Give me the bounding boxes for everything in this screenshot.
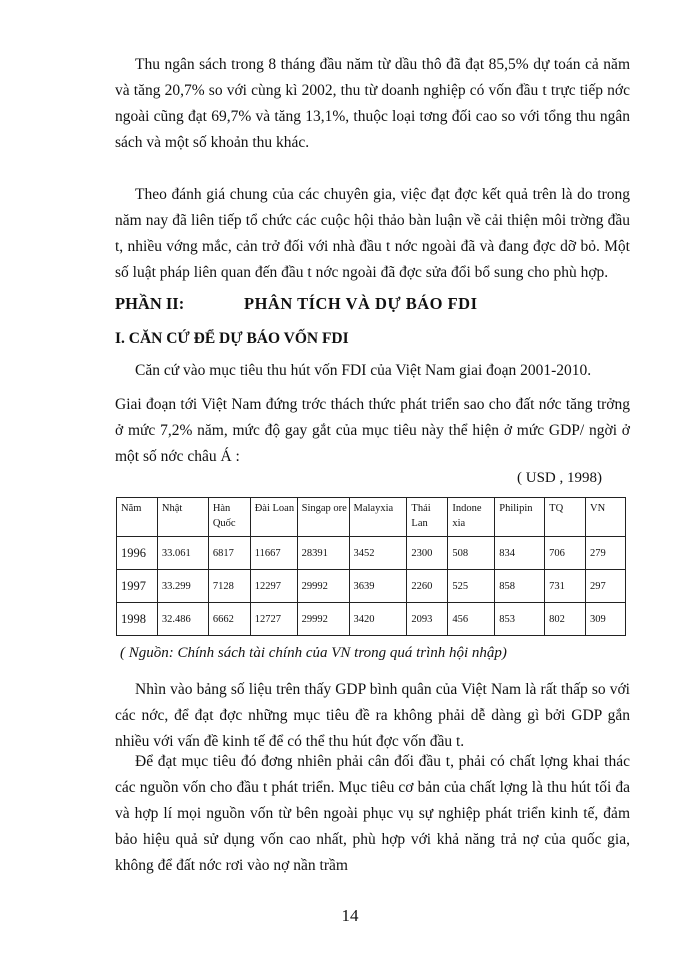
table-header-cell: Thái Lan	[407, 498, 448, 537]
paragraph-basis: Căn cứ vào mục tiêu thu hút vốn FDI của Việt Nam giai đoạn 2001-2010.	[135, 362, 592, 379]
table-cell: 508	[448, 537, 495, 570]
table-cell: 29992	[297, 603, 349, 636]
table-cell: 456	[448, 603, 495, 636]
table-header-cell: VN	[586, 498, 626, 537]
paragraph-expert-assessment: Theo đánh giá chung của các chuyên gia, việc đạt đợc kết quả trên là do trong năm nay đã liên tiếp tổ chức các cuộc hội thảo bàn luận về cải thiện môi trờng đầu t, nhiều vớng mắc, cản trở đối với nhà đầu t nớc ngoài đã và đang đợc dỡ bỏ. Một số luật pháp liên quan đến đầu t nớc ngoài đã đợc sửa đổi bổ sung cho phù hợp.	[115, 186, 630, 281]
table-cell: 706	[545, 537, 586, 570]
table-cell: 1998	[117, 603, 158, 636]
table-cell: 1996	[117, 537, 158, 570]
table-header-cell: Năm	[117, 498, 158, 537]
table-cell: 3639	[349, 570, 407, 603]
table-cell: 29992	[297, 570, 349, 603]
table-cell: 731	[545, 570, 586, 603]
table-cell: 802	[545, 603, 586, 636]
table-source-note: ( Nguồn: Chính sách tài chính của VN trong quá trình hội nhập)	[120, 645, 507, 661]
table-cell: 33.061	[157, 537, 208, 570]
table-header-cell: Đài Loan	[250, 498, 297, 537]
table-cell: 2260	[407, 570, 448, 603]
table-cell: 28391	[297, 537, 349, 570]
table-cell: 3452	[349, 537, 407, 570]
page-number: 14	[341, 906, 359, 925]
table-cell: 853	[495, 603, 545, 636]
table-header-cell: Nhật	[157, 498, 208, 537]
section-heading: I. CĂN CỨ ĐỂ DỰ BÁO VỐN FDI	[115, 330, 349, 347]
part-title: PHÂN TÍCH VÀ DỰ BÁO FDI	[244, 294, 478, 313]
paragraph-gdp-comparison: Nhìn vào bảng số liệu trên thấy GDP bình quân của Việt Nam là rất thấp so với các nớc, để đạt đợc những mục tiêu đề ra không phải dễ dàng gì bởi GDP gắn nhiều với vấn đề kinh tế để có thể thu hút đợc vốn đầu t.	[115, 681, 630, 750]
table-header-cell: Malayxia	[349, 498, 407, 537]
table-cell: 858	[495, 570, 545, 603]
table-cell: 2300	[407, 537, 448, 570]
table-row	[117, 603, 626, 636]
table-header-cell: Philipin	[495, 498, 545, 537]
table-cell: 11667	[250, 537, 297, 570]
table-cell: 1997	[117, 570, 158, 603]
table-cell: 834	[495, 537, 545, 570]
paragraph-budget-revenue: Thu ngân sách trong 8 tháng đầu năm từ dầu thô đã đạt 85,5% dự toán cả năm và tăng 20,7% so với cùng kì 2002, thu từ doanh nghiệp có vốn đầu t trực tiếp nớc ngoài cũng đạt 69,7% và tăng 13,1%, thuộc loại tơng đối cao so với tổng thu ngân sách và một số khoản thu khác.	[115, 56, 630, 151]
table-cell: 7128	[208, 570, 250, 603]
table-header-cell: Singap ore	[297, 498, 349, 537]
table-header-cell: Hàn Quốc	[208, 498, 250, 537]
table-header-row	[117, 498, 626, 537]
table-cell: 6662	[208, 603, 250, 636]
table-row	[117, 570, 626, 603]
part-heading	[115, 294, 478, 314]
table-header-cell: Indone xia	[448, 498, 495, 537]
table-cell: 32.486	[157, 603, 208, 636]
paragraph-challenge: Giai đoạn tới Việt Nam đứng trớc thách thức phát triển sao cho đất nớc tăng trởng ở mức 7,2% năm, mức độ gay gắt của mục tiêu này thể hiện ở mức GDP/ ngời ở một số nớc châu Á :	[115, 396, 630, 465]
table-cell: 525	[448, 570, 495, 603]
table-cell: 309	[586, 603, 626, 636]
gdp-per-capita-table	[116, 497, 626, 636]
table-header-cell: TQ	[545, 498, 586, 537]
table-cell: 12727	[250, 603, 297, 636]
table-unit-label: ( USD , 1998)	[517, 470, 602, 486]
table-cell: 6817	[208, 537, 250, 570]
table-cell: 279	[586, 537, 626, 570]
part-label: PHẦN II:	[115, 294, 185, 313]
table-cell: 297	[586, 570, 626, 603]
table-cell: 2093	[407, 603, 448, 636]
table-cell: 3420	[349, 603, 407, 636]
table-cell: 33.299	[157, 570, 208, 603]
table-row	[117, 537, 626, 570]
paragraph-investment-goal: Để đạt mục tiêu đó đơng nhiên phải cân đối đầu t, phải có chất lợng khai thác các nguồn vốn cho đầu t phát triển. Mục tiêu cơ bản của chất lợng là thu hút tối đa và hợp lí mọi nguồn vốn từ bên ngoài phục vụ sự nghiệp phát triển kinh tế, đảm bảo hiệu quả sử dụng vốn cao nhất, phù hợp với khả năng trả nợ của quốc gia, không để đất nớc rơi vào nợ nần trầm	[115, 753, 630, 874]
table-cell: 12297	[250, 570, 297, 603]
